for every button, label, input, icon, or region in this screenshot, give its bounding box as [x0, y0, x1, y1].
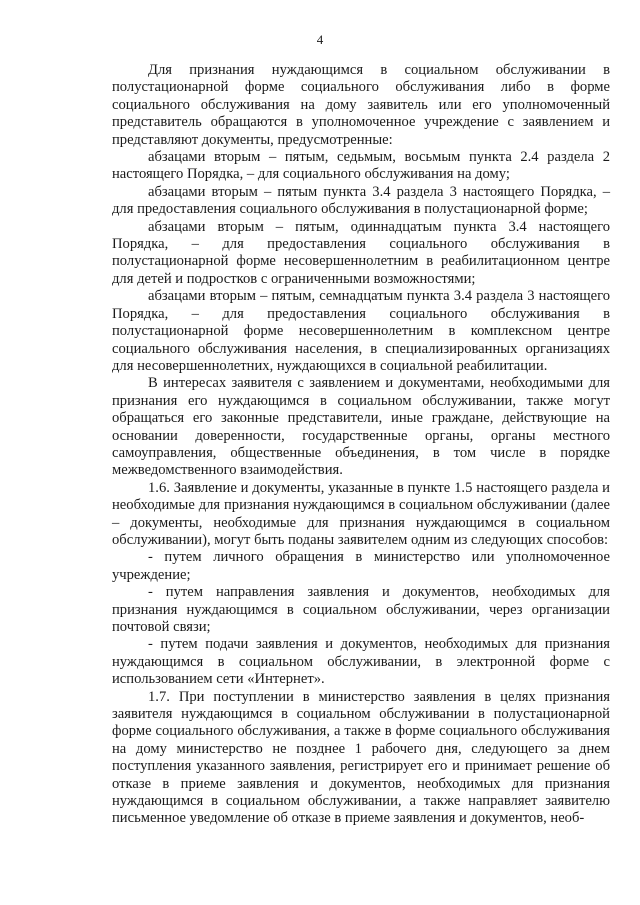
paragraph-rehab-center: абзацами вторым – пятым, одиннадцатым пункта 3.4 настоящего Порядка, – для предоставления социального обслуживания в полустационарной форме несовершеннолетним в реабилитационном центре для детей и подростков с ограниченными возможностями;	[112, 218, 610, 287]
paragraph-complex-center: абзацами вторым – пятым, семнадцатым пункта 3.4 раздела 3 настоящего Порядка, – для предоставления социального обслуживания в полустационарной форме несовершеннолетним в комплексном центре социального обслуживания населения, в специализированных организациях для несовершеннолетних, нуждающихся в социальной реабилитации.	[112, 288, 610, 374]
paragraph-intro: Для признания нуждающимся в социальном обслуживании в полустационарной форме социального обслуживания либо в форме социального обслуживания на дому заявитель или его уполномоченный представитель обращаются в уполномоченное учреждение с заявлением и представляют документы, предусмотренные:	[112, 62, 610, 148]
list-item-personal: - путем личного обращения в министерство или уполномоченное учреждение;	[112, 549, 610, 583]
paragraph-1-6: 1.6. Заявление и документы, указанные в пункте 1.5 настоящего раздела и необходимые для признания нуждающимся в социальном обслуживании (далее – документы, необходимые для признания нуждающимся в социальном обслуживании), могут быть поданы заявителем одним из следующих способов:	[112, 479, 610, 548]
paragraph-1-7: 1.7. При поступлении в министерство заявления в целях признания заявителя нуждающимся в социальном обслуживании в полустационарной форме социального обслуживания, а также в форме социального обслуживания на дому министерство не позднее 1 рабочего дня, следующего за днем поступления указанного заявления, регистрирует его и принимает решение об отказе в приеме заявления и документов, необходимых для признания нуждающимся в социальном обслуживании, а также направляет заявителю письменное уведомление об отказе в приеме заявления и документов, необ-	[112, 688, 610, 827]
page-number: 4	[316, 32, 324, 47]
paragraph-home-service: абзацами вторым – пятым, седьмым, восьмым пункта 2.4 раздела 2 настоящего Порядка, – для социального обслуживания на дому;	[112, 149, 610, 183]
document-body	[112, 62, 610, 828]
list-item-postal: - путем направления заявления и документов, необходимых для признания нуждающимся в социальном обслуживании, через организации почтовой связи;	[112, 584, 610, 635]
paragraph-representatives: В интересах заявителя с заявлением и документами, необходимыми для признания его нуждающимся в социальном обслуживании, также могут обращаться его законные представители, иные граждане, действующие на основании доверенности, государственные органы, органы местного самоуправления, общественные объединения, в том числе в порядке межведомственного взаимодействия.	[112, 375, 610, 479]
list-item-internet: - путем подачи заявления и документов, необходимых для признания нуждающимся в социальном обслуживании, в электронной форме с использованием сети «Интернет».	[112, 636, 610, 688]
paragraph-semi-stationary: абзацами вторым – пятым пункта 3.4 раздела 3 настоящего Порядка, – для предоставления социального обслуживания в полустационарной форме;	[112, 183, 610, 218]
